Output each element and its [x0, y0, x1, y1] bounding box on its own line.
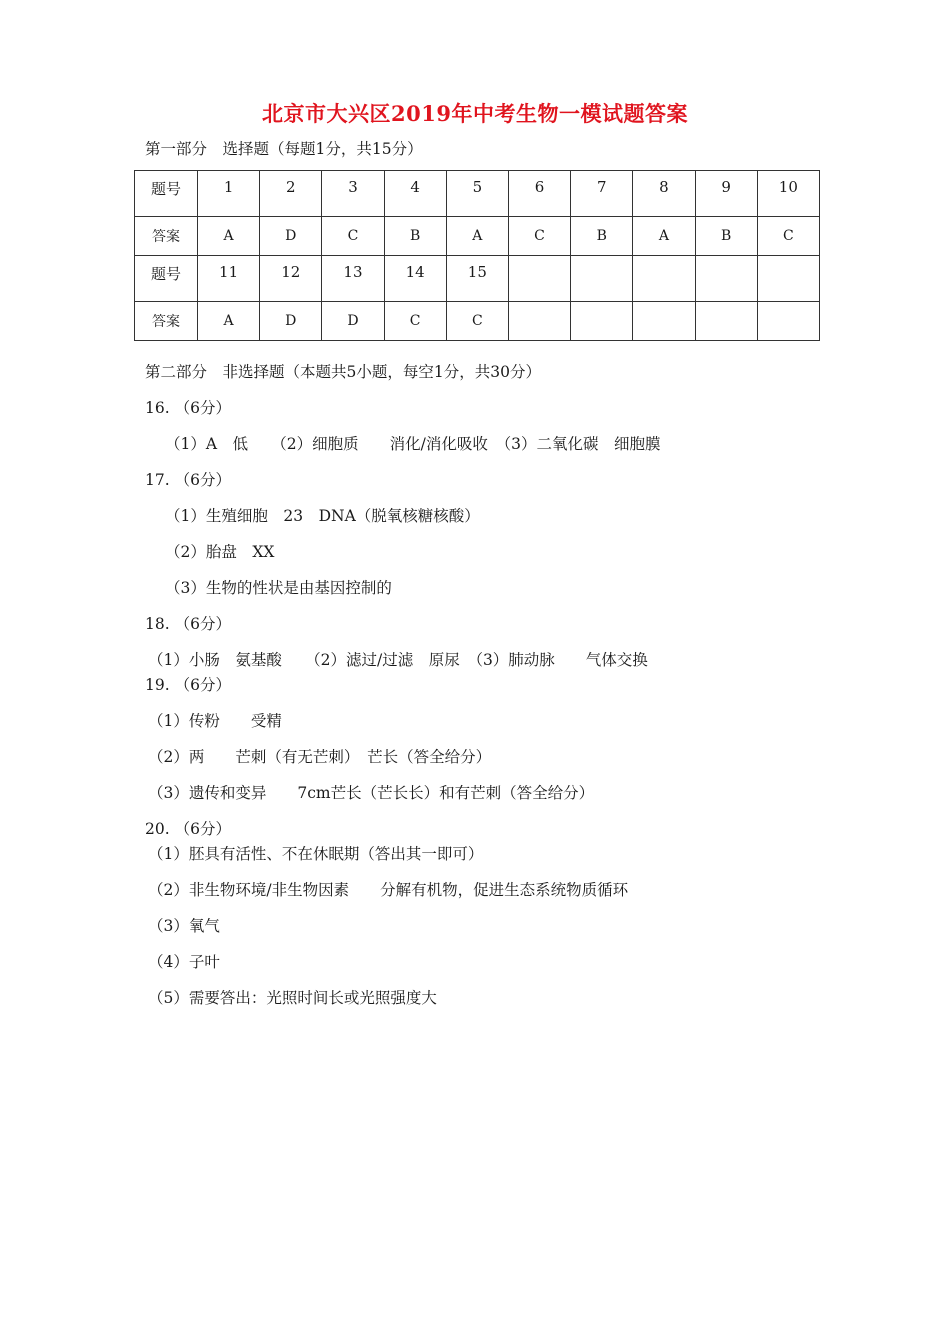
empty-cell	[633, 302, 695, 341]
answer-cell: B	[695, 217, 757, 256]
table-row	[135, 256, 820, 302]
question-number: 12	[260, 256, 322, 302]
answer-cell: B	[571, 217, 633, 256]
answer-cell: D	[322, 302, 384, 341]
answer-cell: D	[260, 302, 322, 341]
row-label: 答案	[135, 302, 198, 341]
answer-cell: C	[508, 217, 570, 256]
q20-answer: （1）胚具有活性、不在休眠期（答出其一即可）	[148, 845, 484, 863]
answer-cell: A	[198, 302, 260, 341]
q19-answer: （3）遗传和变异 7cm芒长（芒长长）和有芒刺（答全给分）	[148, 784, 595, 802]
q19-answer: （2）两 芒刺（有无芒刺） 芒长（答全给分）	[148, 748, 492, 766]
q17-answer: （2）胎盘 XX	[165, 543, 275, 561]
empty-cell	[571, 302, 633, 341]
answer-cell: C	[322, 217, 384, 256]
q17-answer: （1）生殖细胞 23 DNA（脱氧核糖核酸）	[165, 507, 480, 525]
answer-cell: A	[198, 217, 260, 256]
question-number: 13	[322, 256, 384, 302]
question-number: 2	[260, 171, 322, 217]
empty-cell	[757, 302, 819, 341]
part1-heading: 第一部分 选择题（每题1分，共15分）	[145, 140, 423, 158]
q16-heading: 16. （6分）	[145, 399, 231, 417]
question-number: 11	[198, 256, 260, 302]
part2-heading: 第二部分 非选择题（本题共5小题，每空1分，共30分）	[145, 363, 541, 381]
document-title: 北京市大兴区2019年中考生物一模试题答案	[262, 101, 688, 126]
q20-answer: （4）子叶	[148, 953, 220, 971]
table-row	[135, 171, 820, 217]
empty-cell	[633, 256, 695, 302]
q18-answer: （1）小肠 氨基酸 （2）滤过/过滤 原尿 （3）肺动脉 气体交换	[148, 651, 648, 669]
q17-heading: 17. （6分）	[145, 471, 231, 489]
q20-heading: 20. （6分）	[145, 820, 231, 838]
answer-cell: D	[260, 217, 322, 256]
empty-cell	[508, 256, 570, 302]
empty-cell	[508, 302, 570, 341]
question-number: 1	[198, 171, 260, 217]
answer-cell: A	[633, 217, 695, 256]
question-number: 10	[757, 171, 819, 217]
row-label: 答案	[135, 217, 198, 256]
empty-cell	[695, 256, 757, 302]
question-number: 9	[695, 171, 757, 217]
answer-cell: C	[446, 302, 508, 341]
q20-answer: （2）非生物环境/非生物因素 分解有机物，促进生态系统物质循环	[148, 881, 629, 899]
answer-cell: C	[757, 217, 819, 256]
q16-answer: （1）A 低 （2）细胞质 消化/消化吸收 （3）二氧化碳 细胞膜	[165, 435, 661, 453]
q20-answer: （3）氧气	[148, 917, 220, 935]
question-number: 7	[571, 171, 633, 217]
table-row	[135, 302, 820, 341]
q19-answer: （1）传粉 受精	[148, 712, 282, 730]
question-number: 4	[384, 171, 446, 217]
question-number: 6	[508, 171, 570, 217]
answer-cell: C	[384, 302, 446, 341]
q19-heading: 19. （6分）	[145, 676, 231, 694]
row-label: 题号	[135, 171, 198, 217]
question-number: 5	[446, 171, 508, 217]
answer-cell: B	[384, 217, 446, 256]
q20-answer: （5）需要答出：光照时间长或光照强度大	[148, 989, 437, 1007]
row-label: 题号	[135, 256, 198, 302]
question-number: 15	[446, 256, 508, 302]
q17-answer: （3）生物的性状是由基因控制的	[165, 579, 392, 597]
answer-table	[134, 170, 820, 341]
empty-cell	[757, 256, 819, 302]
question-number: 3	[322, 171, 384, 217]
question-number: 8	[633, 171, 695, 217]
answer-cell: A	[446, 217, 508, 256]
table-row	[135, 217, 820, 256]
empty-cell	[571, 256, 633, 302]
empty-cell	[695, 302, 757, 341]
q18-heading: 18. （6分）	[145, 615, 231, 633]
question-number: 14	[384, 256, 446, 302]
